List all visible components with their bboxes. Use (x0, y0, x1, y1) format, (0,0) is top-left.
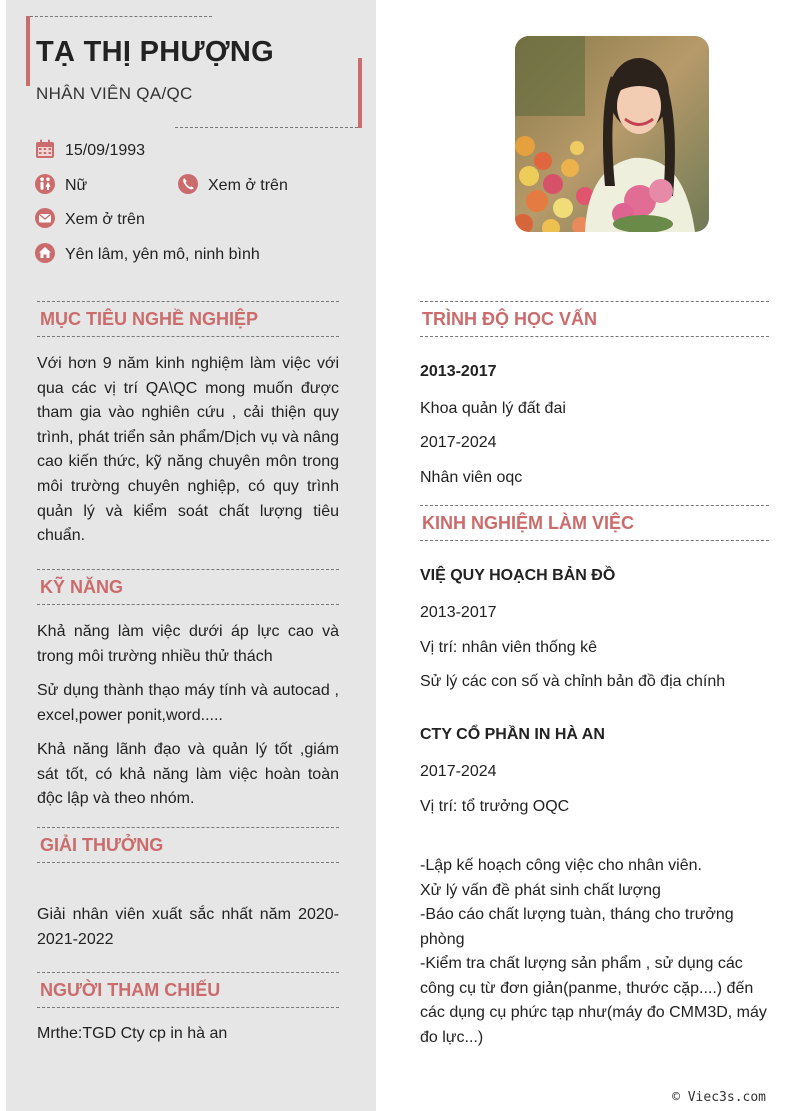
phone-text: Xem ở trên (208, 177, 288, 194)
objective-title: MỤC TIÊU NGHỀ NGHIỆP (40, 309, 259, 329)
education-period-1: 2013-2017 (420, 363, 497, 380)
job-company: VIỆ QUY HOẠCH BẢN ĐỒ (420, 567, 616, 584)
skill-item: Khả năng lãnh đạo và quản lý tốt ,giám sát tốt, có khả năng làm việc hoàn toàn độc lập và theo nhóm. (37, 741, 339, 808)
awards-text: Giải nhân viên xuất sắc nhất năm 2020-2021-2022 (37, 906, 339, 948)
job-position: Vị trí: tổ trưởng OQC (420, 798, 570, 815)
skill-item: Sử dụng thành thạo máy tính và autocad , excel,power ponit,word..... (37, 682, 339, 724)
header-top-rule (30, 16, 212, 17)
job-position: Vị trí: nhân viên thống kê (420, 639, 597, 656)
education-top-rule (420, 301, 769, 302)
education-title: TRÌNH ĐỘ HỌC VẤN (422, 309, 597, 329)
phone-icon (178, 174, 198, 194)
profile-photo (515, 36, 709, 232)
references-title: NGƯỜI THAM CHIẾU (40, 980, 221, 1000)
header-bottom-rule (175, 127, 358, 128)
candidate-name: TẠ THỊ PHƯỢNG (36, 36, 274, 68)
job-period: 2017-2024 (420, 763, 497, 780)
references-top-rule (37, 972, 339, 973)
experience-title: KINH NGHIỆM LÀM VIỆC (422, 513, 635, 533)
gender-text: Nữ (65, 177, 88, 194)
skills-title: KỸ NĂNG (40, 577, 124, 597)
skill-item: Khả năng làm việc dưới áp lực cao và trong môi trường nhiều thử thách (37, 623, 339, 665)
job-duty: -Kiểm tra chất lượng sản phẩm , sử dụng các công cụ từ đơn giản(panme, thước cặp....) đến các dụng cụ phức tạp như(máy đo CMM3D, máy đo lực...) (420, 955, 767, 1046)
email-text: Xem ở trên (65, 211, 145, 228)
job-duty: -Lập kế hoạch công việc cho nhân viên. (420, 857, 702, 874)
calendar-icon (35, 139, 55, 159)
address-text: Yên lâm, yên mô, ninh bình (65, 246, 260, 263)
education-bottom-rule (420, 336, 769, 337)
job-title: NHÂN VIÊN QA/QC (36, 84, 193, 103)
job-period: 2013-2017 (420, 604, 497, 621)
education-field-1: Khoa quản lý đất đai (420, 400, 566, 417)
references-bottom-rule (37, 1007, 339, 1008)
objective-text: Với hơn 9 năm kinh nghiệm làm việc với qua các vị trí QA\QC mong muốn được tham gia vào nghiên cứu , cải thiện quy trình, phát triển sản phẩm/Dịch vụ và nâng cao kiến thức, kỹ năng chuyên môn trong môi trường chuyên nghiệp, có quy trình quản lý và kiểm soát chất lượng tiêu chuẩn. (37, 355, 339, 545)
experience-bottom-rule (420, 540, 769, 541)
objective-bottom-rule (37, 336, 339, 337)
education-period-2: 2017-2024 (420, 434, 497, 451)
skills-top-rule (37, 569, 339, 570)
header-left-accent (26, 16, 30, 86)
awards-title: GIẢI THƯỞNG (40, 835, 164, 855)
job-company: CTY CỔ PHẦN IN HÀ AN (420, 726, 605, 743)
copyright-text: © Viec3s.com (672, 1090, 766, 1105)
references-text: Mrthe:TGD Cty cp in hà an (37, 1025, 228, 1042)
gender-icon (35, 174, 55, 194)
home-icon (35, 243, 55, 263)
education-field-2: Nhân viên oqc (420, 469, 523, 486)
awards-top-rule (37, 827, 339, 828)
email-icon (35, 208, 55, 228)
objective-top-rule (37, 301, 339, 302)
experience-top-rule (420, 505, 769, 506)
header-right-accent (358, 58, 362, 128)
awards-bottom-rule (37, 862, 339, 863)
skills-bottom-rule (37, 604, 339, 605)
job-description: Sử lý các con số và chỉnh bản đồ địa chính (420, 673, 726, 690)
birthday-text: 15/09/1993 (65, 142, 146, 159)
job-duty: -Báo cáo chất lượng tuàn, tháng cho trưởng phòng (420, 906, 734, 948)
job-duty: Xử lý vấn đề phát sinh chất lượng (420, 882, 661, 899)
